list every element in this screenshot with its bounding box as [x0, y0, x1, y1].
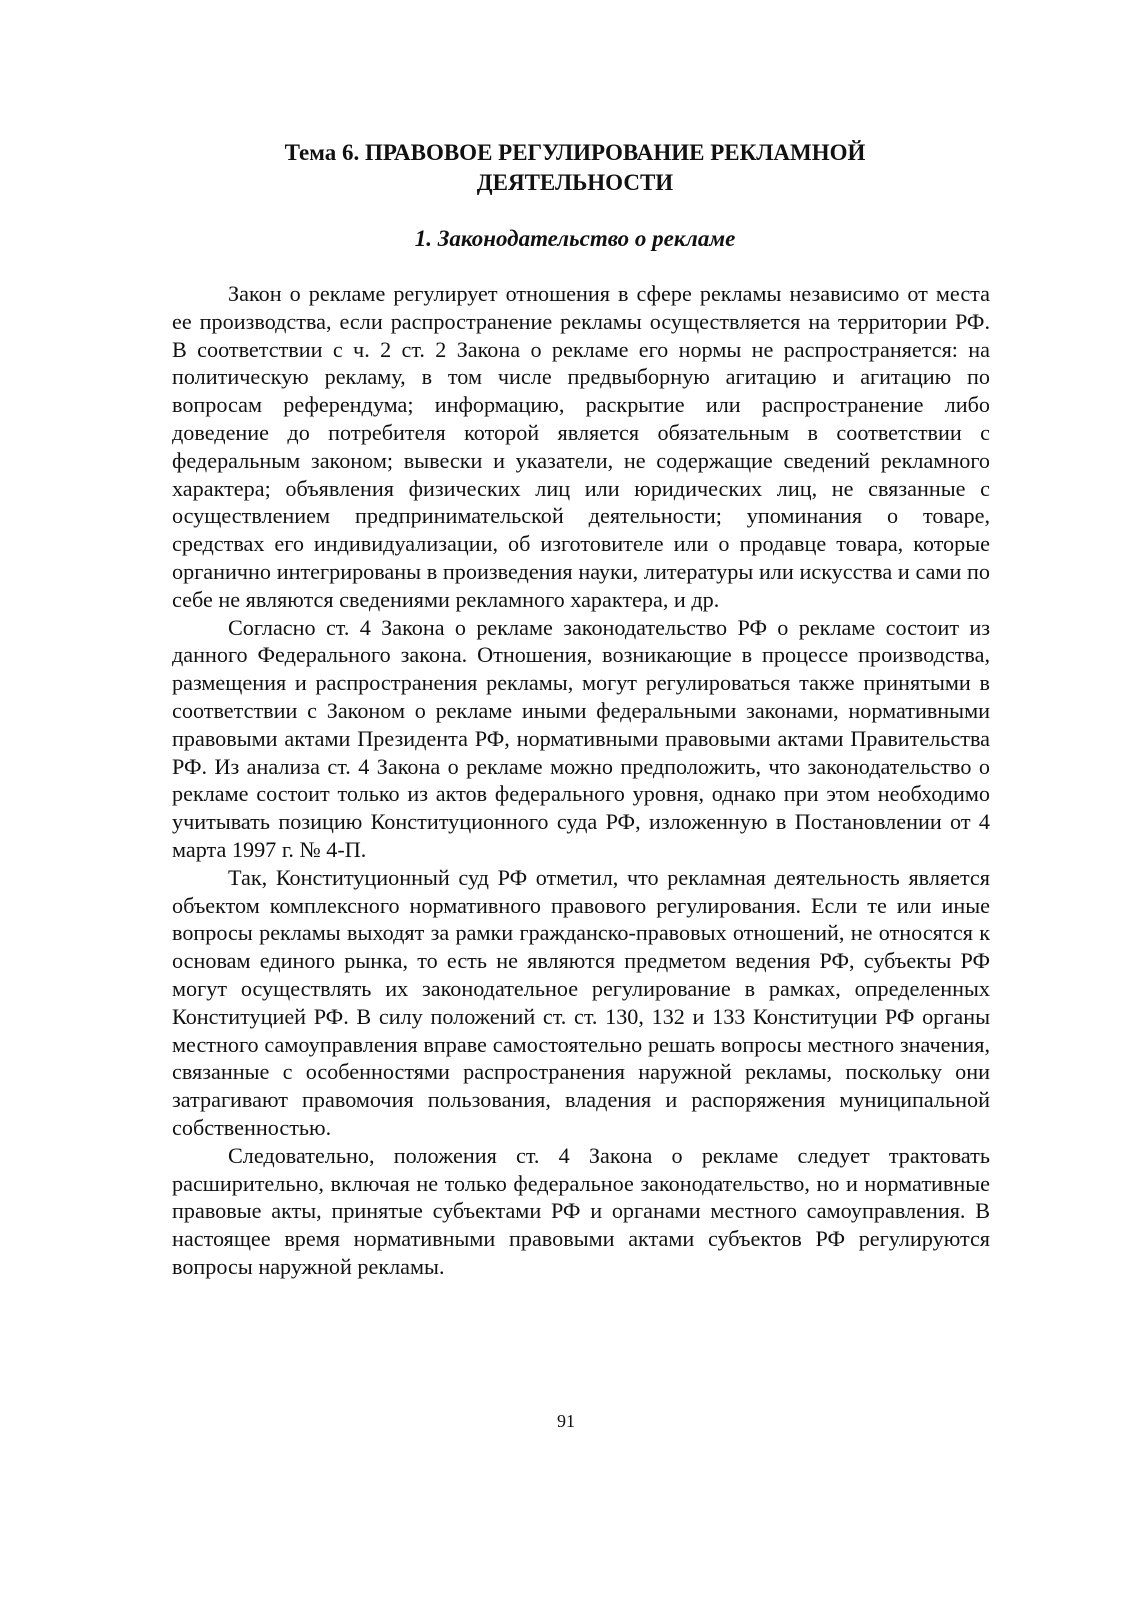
page-number: 91	[557, 1411, 575, 1431]
chapter-title-line-1: Тема 6. ПРАВОВОЕ РЕГУЛИРОВАНИЕ РЕКЛАМНОЙ	[284, 140, 866, 165]
chapter-title-line-2: ДЕЯТЕЛЬНОСТИ	[476, 170, 674, 195]
body-text	[172, 280, 990, 1281]
paragraph-2: Согласно ст. 4 Закона о рекламе законодательство РФ о рекламе состоит из данного Федерального закона. Отношения, возникающие в процессе производства, размещения и распространения рекламы, могут регулироваться также принятыми в соответствии с Законом о рекламе иными федеральными законами, нормативными правовыми актами Президента РФ, нормативными правовыми актами Правительства РФ. Из анализа ст. 4 Закона о рекламе можно предположить, что законодательство о рекламе состоит только из актов федерального уровня, однако при этом необходимо учитывать позицию Конституционного суда РФ, изложенную в Постановлении от 4 марта 1997 г. № 4-П.	[172, 614, 990, 862]
paragraph-3: Так, Конституционный суд РФ отметил, что рекламная деятельность является объектом комплексного нормативного правового регулирования. Если те или иные вопросы рекламы выходят за рамки гражданско-правовых отношений, не относятся к основам единого рынка, то есть не являются предметом ведения РФ, субъекты РФ могут осуществлять их законодательное регулирование в рамках, определенных Конституцией РФ. В силу положений ст. ст. 130, 132 и 133 Конституции РФ органы местного самоуправления вправе самостоятельно решать вопросы местного значения, связанные с особенностями распространения наружной рекламы, поскольку они затрагивают правомочия пользования, владения и распоряжения муниципальной собственностью.	[172, 864, 990, 1140]
paragraph-4: Следовательно, положения ст. 4 Закона о рекламе следует трактовать расширительно, включая не только федеральное законодательство, но и нормативные правовые акты, принятые субъектами РФ и органами местного самоуправления. В настоящее время нормативными правовыми актами субъектов РФ регулируются вопросы наружной рекламы.	[172, 1142, 990, 1279]
chapter-title	[160, 138, 990, 198]
paragraph-1: Закон о рекламе регулирует отношения в сфере рекламы независимо от места ее производства, если распространение рекламы осуществляется на территории РФ. В соответствии с ч. 2 ст. 2 Закона о рекламе его нормы не распространяется: на политическую рекламу, в том числе предвыборную агитацию и агитацию по вопросам референдума; информацию, раскрытие или распространение либо доведение до потребителя которой является обязательным в соответствии с федеральным законом; вывески и указатели, не содержащие сведений рекламного характера; объявления физических лиц или юридических лиц, не связанные с осуществлением предпринимательской деятельности; упоминания о товаре, средствах его индивидуализации, об изготовителе или о продавце товара, которые органично интегрированы в произведения науки, литературы или искусства и сами по себе не являются сведениями рекламного характера, и др.	[172, 281, 990, 612]
section-heading: 1. Законодательство о рекламе	[414, 226, 736, 251]
